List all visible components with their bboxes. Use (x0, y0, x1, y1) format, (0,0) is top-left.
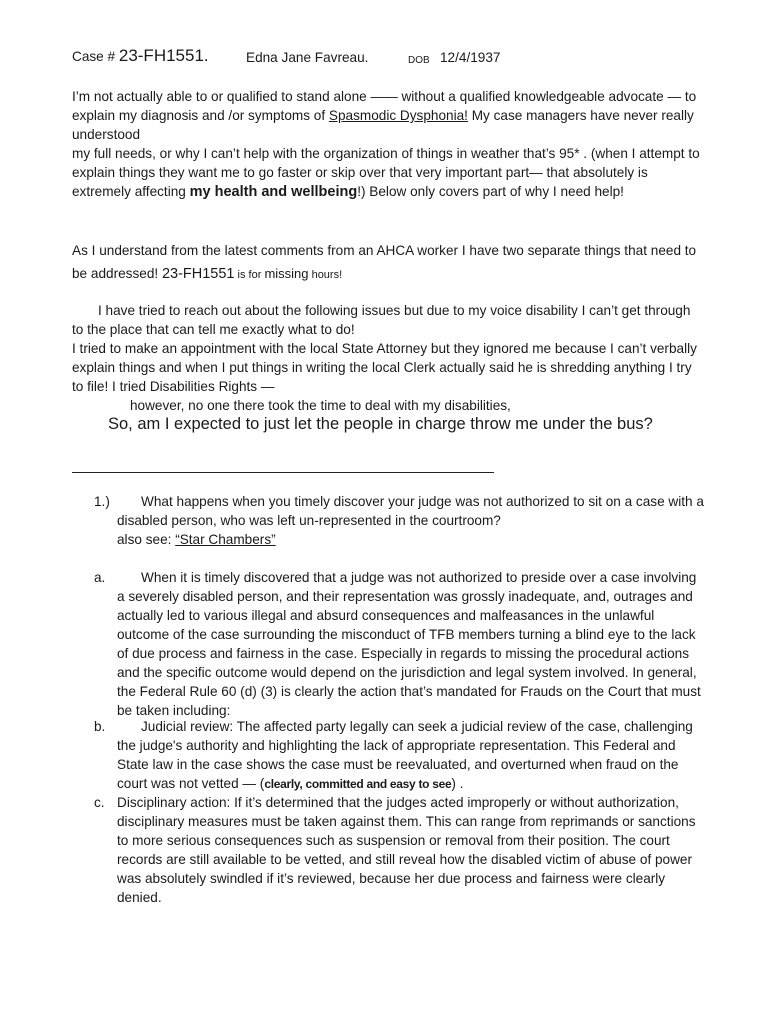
divider-line (72, 472, 494, 473)
question-1-also (117, 530, 704, 549)
question-1-marker: 1.) (94, 494, 110, 509)
spasmodic-dysphonia-link: Spasmodic Dysphonia! (328, 108, 468, 123)
star-chambers-link: “Star Chambers” (175, 532, 276, 547)
intro-text-d: !) Below only covers part of why I need help! (357, 184, 624, 199)
intro-paragraph (72, 87, 704, 202)
dob-value: 12/4/1937 (440, 50, 501, 65)
answer-b-text-a: Judicial review: The affected party legally can seek a judicial review of the case, challenging the judge's authority and highlighting the lack of appropriate representation. This Federal and State law in the case shows the case must be reevaluated, and overturned when fraud on the court was not vetted — ( (117, 719, 693, 791)
answer-a (72, 568, 704, 720)
intro-text-a: I’m not actually able to or qualified to stand alone —— without a qualified knowledgeable advocate — to explain my diagnosis and /or symptoms of (72, 89, 697, 123)
answer-c-text-a: Disciplinary action: If it’s determined that the judges acted improperly or without authorization, disciplinary measures must be taken against them. This can range from reprimands or sanctions to more serious consequences such as suspension or removal from their position. The court records are still available to be vetted, and still reveal how the disabled victim of abuse of power was absolutely swindled if it’s reviewed, because her due process (117, 795, 696, 886)
outreach-line-2: I tried to make an appointment with the local State Attorney but they ignored me because I can’t verbally explain things and when I put things in writing the local Clerk actually said he is shredding anything I try to file! I tried Disabilities Rights — (72, 341, 697, 394)
answer-c-text (117, 793, 704, 907)
intro-text-c: my full needs, or why I can’t help with the organization of things in weather that’s 95* . (when I attempt to explain things they want me to go faster or skip over that very important part— that absolutely is extremely affecting (72, 146, 700, 199)
ahca-missing: missing (264, 266, 309, 281)
answer-a-text: When it is timely discovered that a judge was not authorized to preside over a case involving a severely disabled person, and their representation was grossly inadequate, and, outrages and actually led to various illegal and absurd consequences and malfeasances in the unlawful outcome of the case surrounding the misconduct of TFB members turning a blind eye to the lack of due process and fairness in the case. Especially in regards to missing the procedural actions and the specific outcome would depend on the jurisdiction and legal system involved. In general, the Federal Rule 60 (d) (3) is clearly the action that’s mandated for Frauds on the Court that must be taken including: (117, 570, 701, 718)
clearly-committed-bold: clearly, committed and easy to see (264, 777, 452, 791)
ahca-paragraph (72, 239, 704, 287)
ahca-text-a: As I understand from the latest comments from an AHCA worker I have two separate things that need to be addressed! (72, 243, 697, 281)
answer-c (72, 793, 704, 907)
answer-b-text (117, 717, 704, 794)
intro-line-2 (72, 144, 704, 202)
outreach-line-3: however, no one there took the time to deal with my disabilities, (130, 398, 511, 413)
ahca-is-for: is for (234, 269, 265, 281)
answer-c-marker: c. (94, 795, 105, 810)
answer-c-and: and (515, 871, 538, 886)
dob-label: DOB (408, 55, 430, 66)
case-header (72, 46, 501, 66)
case-number: 23-FH1551. (118, 46, 209, 65)
ahca-hours: hours! (308, 269, 343, 281)
answer-b-marker: b. (94, 719, 106, 734)
answer-b (72, 717, 704, 794)
ahca-text (72, 239, 704, 287)
intro-line-1 (72, 87, 704, 144)
outreach-paragraph (72, 301, 704, 415)
answer-a-marker: a. (94, 570, 106, 585)
case-label: Case # (72, 49, 116, 64)
bus-question: So, am I expected to just let the people in charge throw me under the bus? (108, 415, 653, 433)
answer-b-text-b: ) . (451, 776, 464, 791)
client-name: Edna Jane Favreau. (246, 50, 369, 65)
ahca-case-number: 23-FH1551 (161, 266, 235, 282)
intro-text-b: My case managers have never really understood (72, 108, 694, 142)
question-1-text: What happens when you timely discover your judge was not authorized to sit on a case with a disabled person, who was left un-represented in the courtroom? (117, 494, 704, 528)
health-wellbeing-bold: my health and wellbeing (189, 184, 358, 200)
outreach-line-1: I have tried to reach out about the following issues but due to my voice disability I can’t get through to the place that can tell me exactly what to do! (72, 303, 691, 337)
question-1 (72, 492, 704, 549)
also-see-label: also see: (117, 532, 176, 547)
answer-c-text-b: fairness were clearly denied. (117, 871, 666, 905)
